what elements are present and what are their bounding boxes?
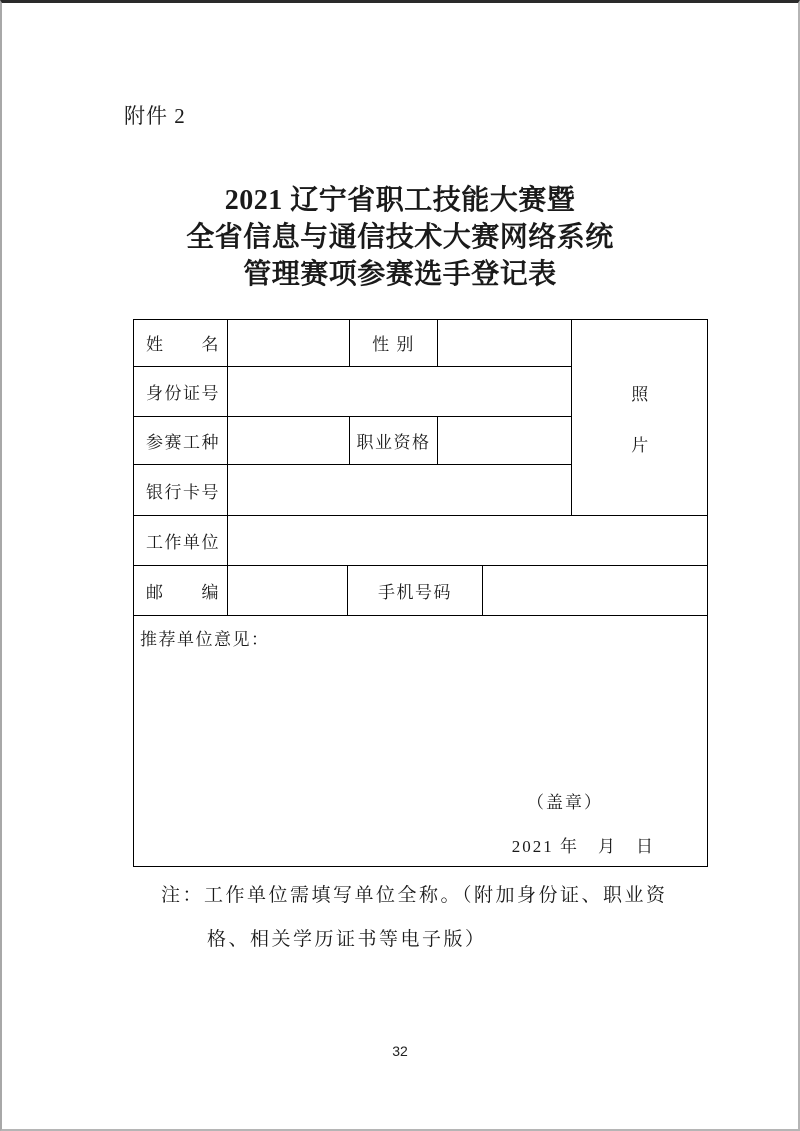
row-id-number [134,367,571,417]
table-upper-section [134,320,707,516]
bank-card-value-cell [228,465,571,515]
photo-label-char-top: 照 [631,384,649,404]
mobile-value-cell [483,566,707,615]
work-unit-label-cell: 工作单位 [134,516,228,565]
title-line-3: 管理赛项参赛选手登记表 [243,259,557,290]
seal-placeholder: （盖章） [527,793,603,812]
attachment-label: 附件 2 [124,104,186,128]
mobile-label-cell: 手机号码 [348,566,483,615]
photo-cell [571,320,707,515]
work-unit-value-cell [228,516,707,565]
title-line-1: 2021 辽宁省职工技能大赛暨 [224,185,576,216]
competition-trade-label-cell: 参赛工种 [134,417,228,465]
registration-table [133,319,708,867]
photo-label-char-bottom: 片 [631,435,649,455]
footnote [161,874,721,962]
competition-trade-value-cell [228,417,350,465]
table-upper-left [134,320,571,515]
footnote-line-2: 格、相关学历证书等电子版） [207,929,487,950]
recommendation-label: 推荐单位意见： [140,630,270,649]
title-line-2: 全省信息与通信技术大赛网络系统 [186,222,614,253]
postal-code-label-cell: 邮 编 [134,566,228,615]
recommendation-cell [134,616,707,866]
qualification-value-cell [438,417,571,465]
id-number-value-cell [228,367,571,416]
name-label-cell: 姓 名 [134,320,228,366]
footnote-line-1: 注：工作单位需填写单位全称。（附加身份证、职业资 [161,885,668,906]
gender-label-cell: 性 别 [350,320,438,366]
date-line: 2021 年 月 日 [511,837,655,856]
row-work-unit [134,516,707,566]
postal-code-value-cell [228,566,348,615]
row-name-gender [134,320,571,367]
bank-card-label-cell: 银行卡号 [134,465,228,515]
gender-value-cell [438,320,571,366]
name-value-cell [228,320,350,366]
id-number-label-cell: 身份证号 [134,367,228,416]
row-bank-card [134,465,571,515]
row-trade-qualification [134,417,571,466]
row-postal-mobile [134,566,707,616]
page-number: 32 [392,1043,408,1059]
qualification-label-cell: 职业资格 [350,417,438,465]
document-title [2,182,798,293]
